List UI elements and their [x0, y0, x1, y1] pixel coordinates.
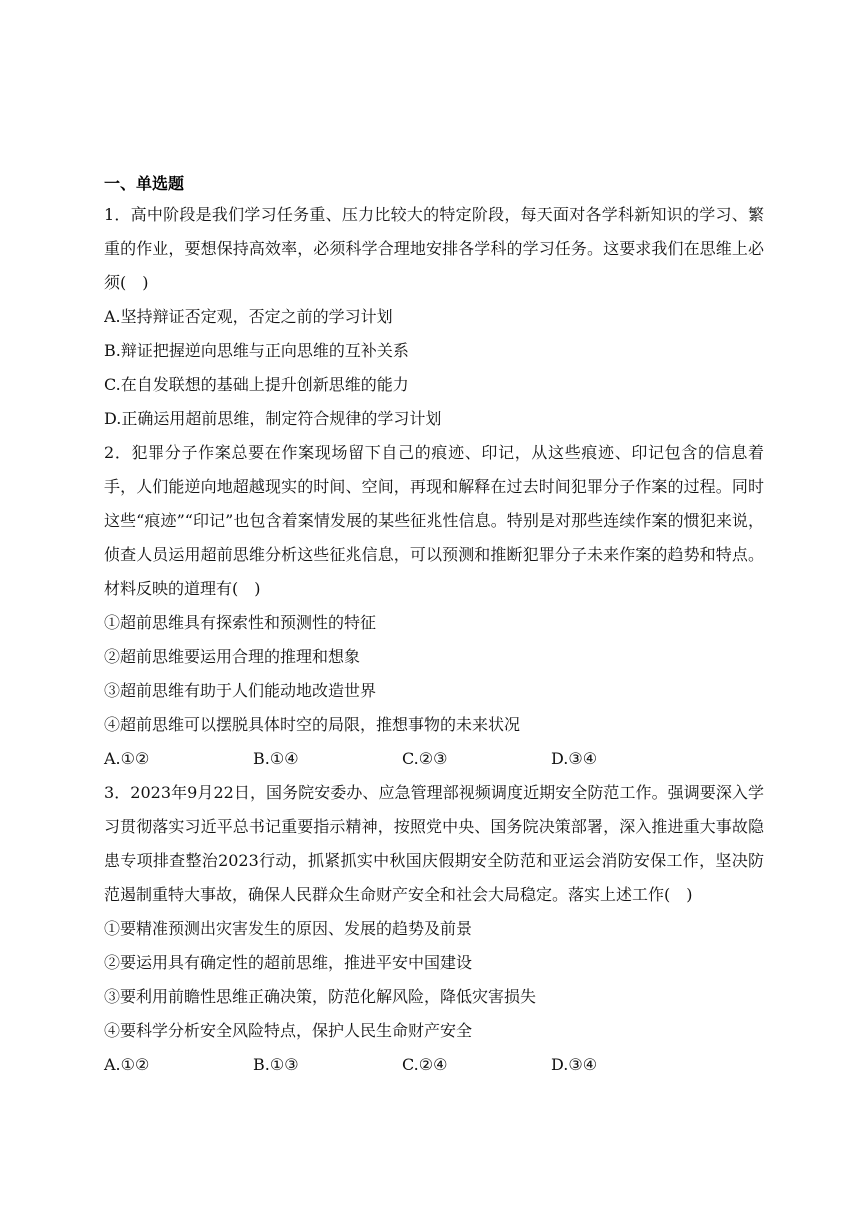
answer-option-b: B.①③: [253, 1055, 299, 1074]
statement-item: ③要利用前瞻性思维正确决策，防范化解风险，降低灾害损失: [104, 987, 537, 1006]
statement-item: ③超前思维有助于人们能动地改造世界: [104, 681, 377, 700]
answer-option-d: D.正确运用超前思维，制定符合规律的学习计划: [104, 409, 442, 428]
answer-option-d: D.③④: [551, 749, 598, 768]
answer-option-a: A.坚持辩证否定观，否定之前的学习计划: [104, 307, 393, 326]
answer-option-c: C.②③: [402, 749, 448, 768]
question-1: [104, 198, 764, 436]
question-stem: 2．犯罪分子作案总要在作案现场留下自己的痕迹、印记，从这些痕迹、印记包含的信息着手，人们能逆向地超越现实的时间、空间，再现和解释在过去时间犯罪分子作案的过程。同时这些“痕迹”“印记”也包含着案情发展的某些征兆性信息。特别是对那些连续作案的惯犯来说，侦查人员运用超前思维分析这些征兆信息，可以预测和推断犯罪分子未来作案的趋势和特点。材料反映的道理有( ): [104, 443, 764, 598]
statement-item: ①超前思维具有探索性和预测性的特征: [104, 613, 377, 632]
answer-option-b: B.辩证把握逆向思维与正向思维的互补关系: [104, 341, 409, 360]
answer-option-b: B.①④: [253, 749, 299, 768]
document-content: [104, 170, 764, 1082]
question-stem: 1．高中阶段是我们学习任务重、压力比较大的特定阶段，每天面对各学科新知识的学习、繁重的作业，要想保持高效率，必须科学合理地安排各学科的学习任务。这要求我们在思维上必须( ): [104, 205, 764, 292]
section-title: 一、单选题: [104, 174, 185, 193]
statement-item: ④要科学分析安全风险特点，保护人民生命财产安全: [104, 1021, 473, 1040]
question-3: [104, 776, 764, 1082]
question-stem: 3．2023年9月22日，国务院安委办、应急管理部视频调度近期安全防范工作。强调要深入学习贯彻落实习近平总书记重要指示精神，按照党中央、国务院决策部署，深入推进重大事故隐患专项排查整治2023行动，抓紧抓实中秋国庆假期安全防范和亚运会消防安保工作，坚决防范遏制重特大事故，确保人民群众生命财产安全和社会大局稳定。落实上述工作( ): [104, 783, 764, 904]
answer-option-a: A.①②: [104, 749, 150, 768]
statement-item: ④超前思维可以摆脱具体时空的局限，推想事物的未来状况: [104, 715, 521, 734]
answer-option-c: C.在自发联想的基础上提升创新思维的能力: [104, 375, 409, 394]
statement-item: ②超前思维要运用合理的推理和想象: [104, 647, 361, 666]
statement-item: ①要精准预测出灾害发生的原因、发展的趋势及前景: [104, 919, 473, 938]
answer-option-d: D.③④: [551, 1055, 598, 1074]
statement-item: ②要运用具有确定性的超前思维，推进平安中国建设: [104, 953, 473, 972]
answer-options-row: [104, 742, 764, 776]
question-2: [104, 436, 764, 776]
answer-options-row: [104, 1048, 764, 1082]
answer-option-c: C.②④: [402, 1055, 448, 1074]
answer-option-a: A.①②: [104, 1055, 150, 1074]
